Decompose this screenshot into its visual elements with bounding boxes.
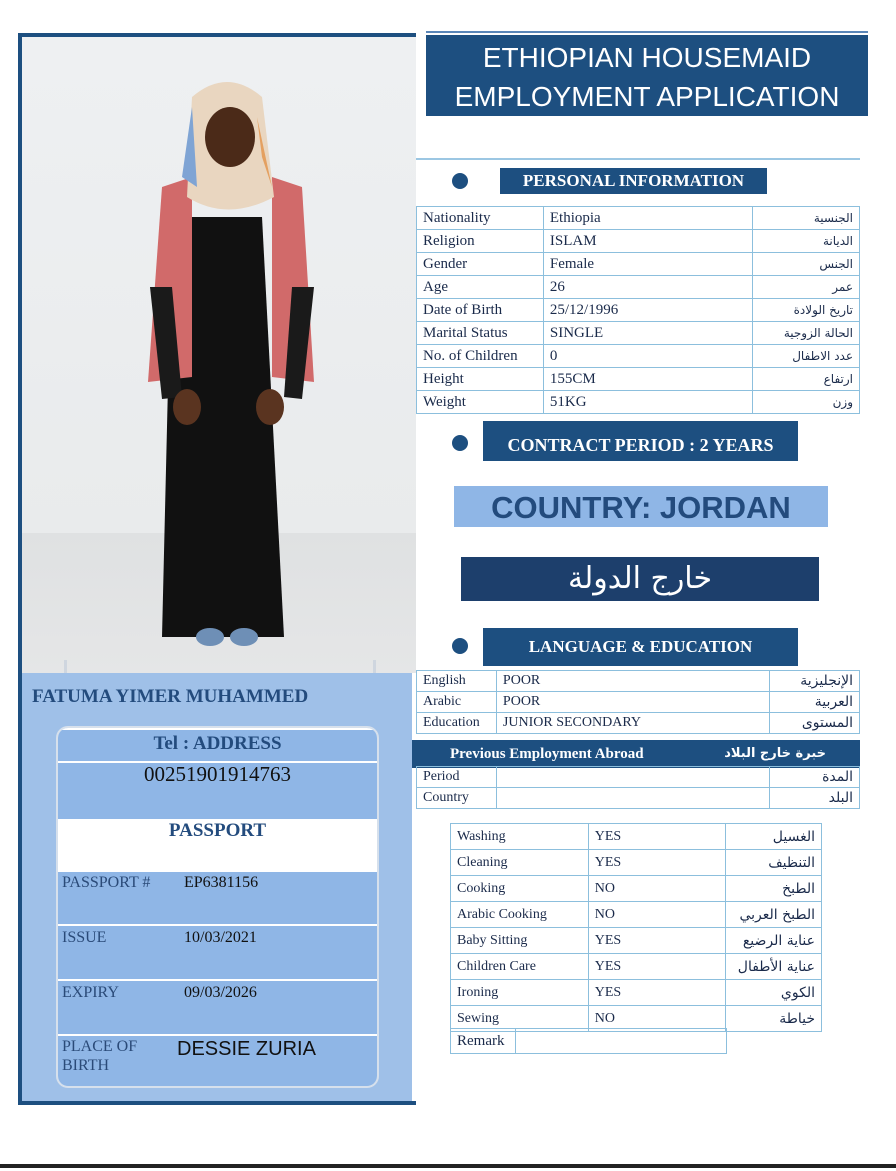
language-row [417, 692, 860, 713]
language-row-value: POOR [496, 692, 769, 713]
contract-period-heading: CONTRACT PERIOD : 2 YEARS [483, 421, 798, 461]
previous-employment-table [416, 766, 860, 809]
passport-number-label: PASSPORT # [62, 874, 151, 891]
personal-row-label: Weight [417, 391, 544, 414]
title-line-1: ETHIOPIAN HOUSEMAID [482, 42, 812, 73]
skill-row-value: YES [588, 928, 725, 954]
personal-row-label: Gender [417, 253, 544, 276]
issue-label: ISSUE [62, 929, 107, 946]
personal-row-label: Date of Birth [417, 299, 544, 322]
skill-row-label: Ironing [451, 980, 589, 1006]
skill-row-value: YES [588, 824, 725, 850]
previous-row-arabic: المدة [770, 767, 860, 788]
personal-row [417, 322, 860, 345]
skill-row [451, 824, 822, 850]
personal-row-value: Ethiopia [543, 207, 752, 230]
personal-row [417, 368, 860, 391]
bullet-icon [452, 435, 468, 451]
skill-row-label: Baby Sitting [451, 928, 589, 954]
language-row-label: Education [417, 713, 497, 734]
applicant-photo [22, 37, 416, 673]
personal-info-table [416, 206, 860, 414]
personal-row-label: Religion [417, 230, 544, 253]
remark-row [451, 1029, 727, 1054]
skill-row [451, 980, 822, 1006]
personal-row-arabic: الحالة الزوجية [753, 322, 860, 345]
skill-row-arabic: التنظيف [726, 850, 822, 876]
skill-row-label: Sewing [451, 1006, 589, 1032]
skill-row-arabic: الطبخ العربي [726, 902, 822, 928]
skill-row-label: Children Care [451, 954, 589, 980]
country-label: COUNTRY: JORDAN [454, 486, 828, 527]
personal-row-value: 26 [543, 276, 752, 299]
personal-row-value: 155CM [543, 368, 752, 391]
passport-heading: PASSPORT [168, 820, 267, 841]
personal-row-value: SINGLE [543, 322, 752, 345]
personal-row-arabic: الديانة [753, 230, 860, 253]
skill-row-value: NO [588, 1006, 725, 1032]
applicant-name: FATUMA YIMER MUHAMMED [32, 686, 309, 707]
skill-row-label: Arabic Cooking [451, 902, 589, 928]
language-row-value: POOR [496, 671, 769, 692]
bullet-icon [452, 173, 468, 189]
applicant-figure [22, 37, 416, 673]
skill-row [451, 850, 822, 876]
personal-row-label: Height [417, 368, 544, 391]
previous-row [417, 788, 860, 809]
skills-table [450, 823, 822, 1032]
personal-info-heading: PERSONAL INFORMATION [500, 168, 767, 194]
skill-row-arabic: عناية الرضيع [726, 928, 822, 954]
phone-number: 00251901914763 [144, 762, 291, 786]
personal-row-arabic: ارتفاع [753, 368, 860, 391]
issue-date: 10/03/2021 [184, 929, 257, 946]
personal-row [417, 299, 860, 322]
skill-row-value: YES [588, 954, 725, 980]
personal-row [417, 207, 860, 230]
skill-row-arabic: الكوي [726, 980, 822, 1006]
page-title [426, 33, 868, 116]
language-heading: LANGUAGE & EDUCATION [483, 628, 798, 666]
personal-row-arabic: عدد الاطفال [753, 345, 860, 368]
personal-row-arabic: تاريخ الولادة [753, 299, 860, 322]
previous-employment-title-ar: خبرة خارج البلاد [724, 746, 826, 761]
divider [416, 158, 860, 160]
skill-row [451, 954, 822, 980]
skill-row-arabic: الغسيل [726, 824, 822, 850]
previous-employment-heading [412, 740, 860, 768]
remark-value [515, 1029, 726, 1054]
language-row [417, 671, 860, 692]
skill-row-label: Cooking [451, 876, 589, 902]
personal-row-value: Female [543, 253, 752, 276]
skill-row-arabic: عناية الأطفال [726, 954, 822, 980]
personal-row-value: 25/12/1996 [543, 299, 752, 322]
remark-label: Remark [451, 1029, 516, 1054]
skill-row-value: NO [588, 902, 725, 928]
language-row [417, 713, 860, 734]
skill-row-value: NO [588, 876, 725, 902]
tel-address-label: Tel : ADDRESS [153, 733, 282, 754]
title-line-2: EMPLOYMENT APPLICATION [454, 81, 840, 112]
personal-row-arabic: وزن [753, 391, 860, 414]
language-table [416, 670, 860, 734]
personal-row-label: Age [417, 276, 544, 299]
personal-row-value: 0 [543, 345, 752, 368]
language-row-label: English [417, 671, 497, 692]
personal-row [417, 253, 860, 276]
language-row-arabic: الإنجليزية [770, 671, 860, 692]
skill-row [451, 902, 822, 928]
remark-table [450, 1028, 727, 1054]
personal-row-label: Nationality [417, 207, 544, 230]
passport-number: EP6381156 [184, 874, 259, 891]
previous-row-label: Period [417, 767, 497, 788]
personal-row-arabic: الجنس [753, 253, 860, 276]
skill-row-value: YES [588, 850, 725, 876]
language-row-label: Arabic [417, 692, 497, 713]
previous-row-label: Country [417, 788, 497, 809]
personal-row [417, 230, 860, 253]
skill-row-label: Washing [451, 824, 589, 850]
country-arabic: خارج الدولة [461, 557, 819, 601]
skill-row-arabic: خياطة [726, 1006, 822, 1032]
birthplace: DESSIE ZURIA [177, 1038, 316, 1060]
previous-row-value [496, 788, 769, 809]
previous-row-arabic: البلد [770, 788, 860, 809]
previous-row [417, 767, 860, 788]
language-row-arabic: العربية [770, 692, 860, 713]
expiry-date: 09/03/2026 [184, 984, 257, 1001]
skill-row [451, 928, 822, 954]
bullet-icon [452, 638, 468, 654]
personal-row-value: ISLAM [543, 230, 752, 253]
skill-row-arabic: الطبخ [726, 876, 822, 902]
personal-row-label: No. of Children [417, 345, 544, 368]
personal-row [417, 276, 860, 299]
personal-row [417, 391, 860, 414]
personal-row-value: 51KG [543, 391, 752, 414]
birthplace-label: PLACE OF BIRTH [62, 1038, 138, 1074]
previous-employment-title: Previous Employment Abroad [450, 746, 644, 762]
personal-row-arabic: الجنسية [753, 207, 860, 230]
expiry-label: EXPIRY [62, 984, 119, 1001]
footer-rule [0, 1164, 896, 1168]
language-row-value: JUNIOR SECONDARY [496, 713, 769, 734]
previous-row-value [496, 767, 769, 788]
personal-row-label: Marital Status [417, 322, 544, 345]
personal-row-arabic: عمر [753, 276, 860, 299]
skill-row [451, 876, 822, 902]
personal-row [417, 345, 860, 368]
skill-row-value: YES [588, 980, 725, 1006]
skill-row-label: Cleaning [451, 850, 589, 876]
language-row-arabic: المستوى [770, 713, 860, 734]
